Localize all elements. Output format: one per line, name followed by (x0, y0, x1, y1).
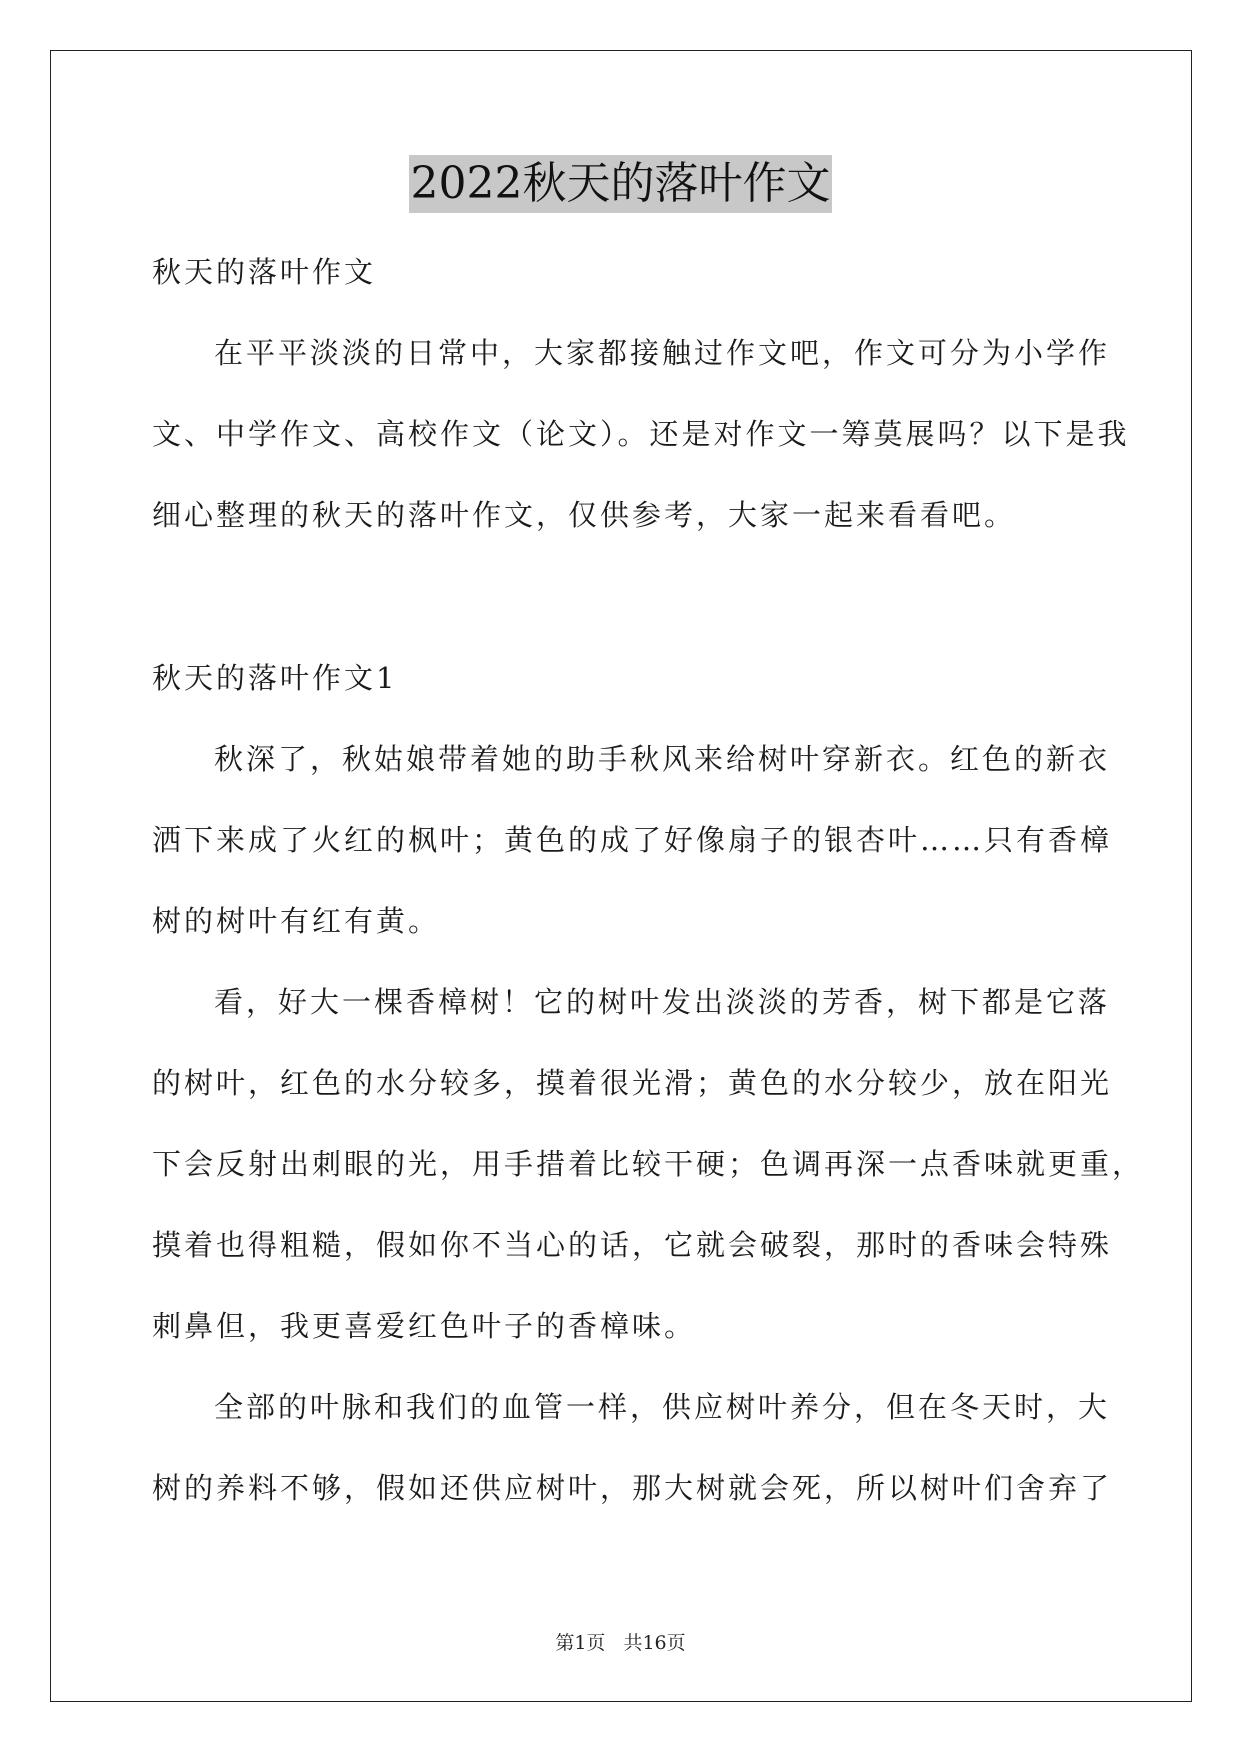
document-body (152, 232, 1145, 1529)
title-wrapper (0, 155, 1241, 213)
paragraph-line: 洒下来成了火红的枫叶；黄色的成了好像扇子的银杏叶……只有香樟 (152, 823, 1113, 857)
paragraph-line: 下会反射出刺眼的光，用手措着比较干硬；色调再深一点香味就更重， (152, 1147, 1145, 1181)
paragraph-line: 刺鼻但，我更喜爱红色叶子的香樟味。 (152, 1309, 697, 1343)
subtitle: 秋天的落叶作文 (152, 255, 377, 289)
page-footer (0, 1628, 1241, 1655)
section-heading: 秋天的落叶作文1 (152, 661, 398, 695)
paragraph-line: 树的养料不够，假如还供应树叶，那大树就会死，所以树叶们舍弃了 (152, 1471, 1113, 1505)
intro-line: 在平平淡淡的日常中，大家都接触过作文吧，作文可分为小学作 (214, 336, 1111, 370)
intro-line: 细心整理的秋天的落叶作文，仅供参考，大家一起来看看吧。 (152, 498, 1017, 532)
paragraph-line: 看，好大一棵香樟树！它的树叶发出淡淡的芳香，树下都是它落 (214, 985, 1111, 1019)
page-total: 共16页 (623, 1632, 686, 1654)
paragraph-line: 摸着也得粗糙，假如你不当心的话，它就会破裂，那时的香味会特殊 (152, 1228, 1113, 1262)
intro-line: 文、中学作文、高校作文（论文）。还是对作文一筹莫展吗？以下是我 (152, 417, 1130, 451)
paragraph-line: 秋深了，秋姑娘带着她的助手秋风来给树叶穿新衣。红色的新衣 (214, 742, 1111, 776)
document-title: 2022秋天的落叶作文 (409, 155, 833, 213)
paragraph-line: 树的树叶有红有黄。 (152, 904, 441, 938)
paragraph-line: 的树叶，红色的水分较多，摸着很光滑；黄色的水分较少，放在阳光 (152, 1066, 1113, 1100)
spacer (152, 556, 1092, 638)
page-number: 第1页 (555, 1632, 606, 1654)
paragraph-line: 全部的叶脉和我们的血管一样，供应树叶养分，但在冬天时，大 (214, 1390, 1111, 1424)
